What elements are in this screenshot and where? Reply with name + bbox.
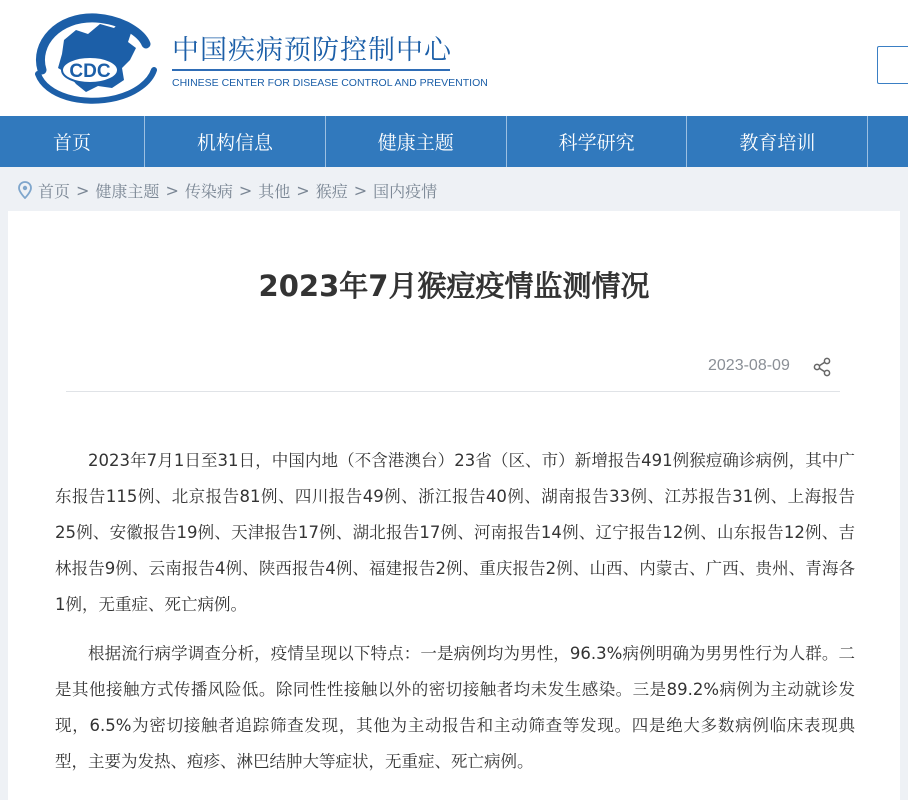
breadcrumb-mpox[interactable]: 猴痘: [315, 181, 348, 201]
nav-item-research[interactable]: 科学研究: [507, 116, 688, 167]
article-title: 2023年7月猴痘疫情监测情况: [258, 269, 650, 303]
article-divider: [66, 391, 840, 392]
breadcrumb: [18, 178, 437, 202]
breadcrumb-infectious-disease[interactable]: 传染病: [184, 181, 233, 201]
location-pin-icon: [18, 181, 32, 199]
logo-text: CDC: [69, 61, 111, 82]
share-icon[interactable]: [811, 356, 833, 378]
breadcrumb-other[interactable]: 其他: [258, 181, 291, 201]
search-input[interactable]: [877, 46, 908, 84]
breadcrumb-separator: >: [165, 180, 179, 200]
main-nav: [0, 116, 908, 167]
breadcrumb-health-topics[interactable]: 健康主题: [95, 181, 160, 201]
breadcrumb-home[interactable]: 首页: [38, 181, 71, 201]
site-title-en: CHINESE CENTER FOR DISEASE CONTROL AND PREVENTION: [172, 77, 488, 89]
site-header: [0, 0, 908, 116]
breadcrumb-separator: >: [353, 180, 368, 200]
breadcrumb-separator: >: [238, 180, 253, 200]
article-card: [8, 211, 900, 800]
article-date: 2023-08-09: [708, 357, 790, 374]
breadcrumb-domestic-outbreak[interactable]: 国内疫情: [373, 181, 438, 201]
nav-item-more[interactable]: [868, 116, 908, 167]
article-paragraph: 2023年7月1日至31日，中国内地（不含港澳台）23省（区、市）新增报告491例猴痘确诊病例，其中广东报告115例、北京报告81例、四川报告49例、浙江报告40例、湖南报告33例、江苏报告31例、上海报告25例、安徽报告19例、天津报告17例、湖北报告17例、河南报告14例、辽宁报告12例、山东报告12例、吉林报告9例、云南报告4例、陕西报告4例、福建报告2例、重庆报告2例、山西、内蒙古、广西、贵州、青海各1例，无重症、死亡病例。: [55, 451, 855, 614]
nav-item-home[interactable]: 首页: [0, 116, 145, 167]
nav-item-organization[interactable]: 机构信息: [145, 116, 326, 167]
breadcrumb-separator: >: [76, 180, 90, 200]
article-paragraph: 根据流行病学调查分析，疫情呈现以下特点：一是病例均为男性，96.3%病例明确为男男性行为人群。二是其他接触方式传播风险低。除同性性接触以外的密切接触者均未发生感染。三是89.2%病例为主动就诊发现，6.5%为密切接触者追踪筛查发现，其他为主动报告和主动筛查等发现。四是绝大多数病例临床表现典型，主要为发热、疱疹、淋巴结肿大等症状，无重症、死亡病例。: [55, 644, 855, 771]
breadcrumb-separator: >: [296, 180, 310, 200]
site-title-cn[interactable]: 中国疾病预防控制中心: [172, 35, 452, 66]
cdc-logo[interactable]: [24, 8, 158, 108]
nav-item-education[interactable]: 教育培训: [687, 116, 868, 167]
nav-item-health-topics[interactable]: 健康主题: [326, 116, 507, 167]
title-divider: [172, 69, 450, 71]
